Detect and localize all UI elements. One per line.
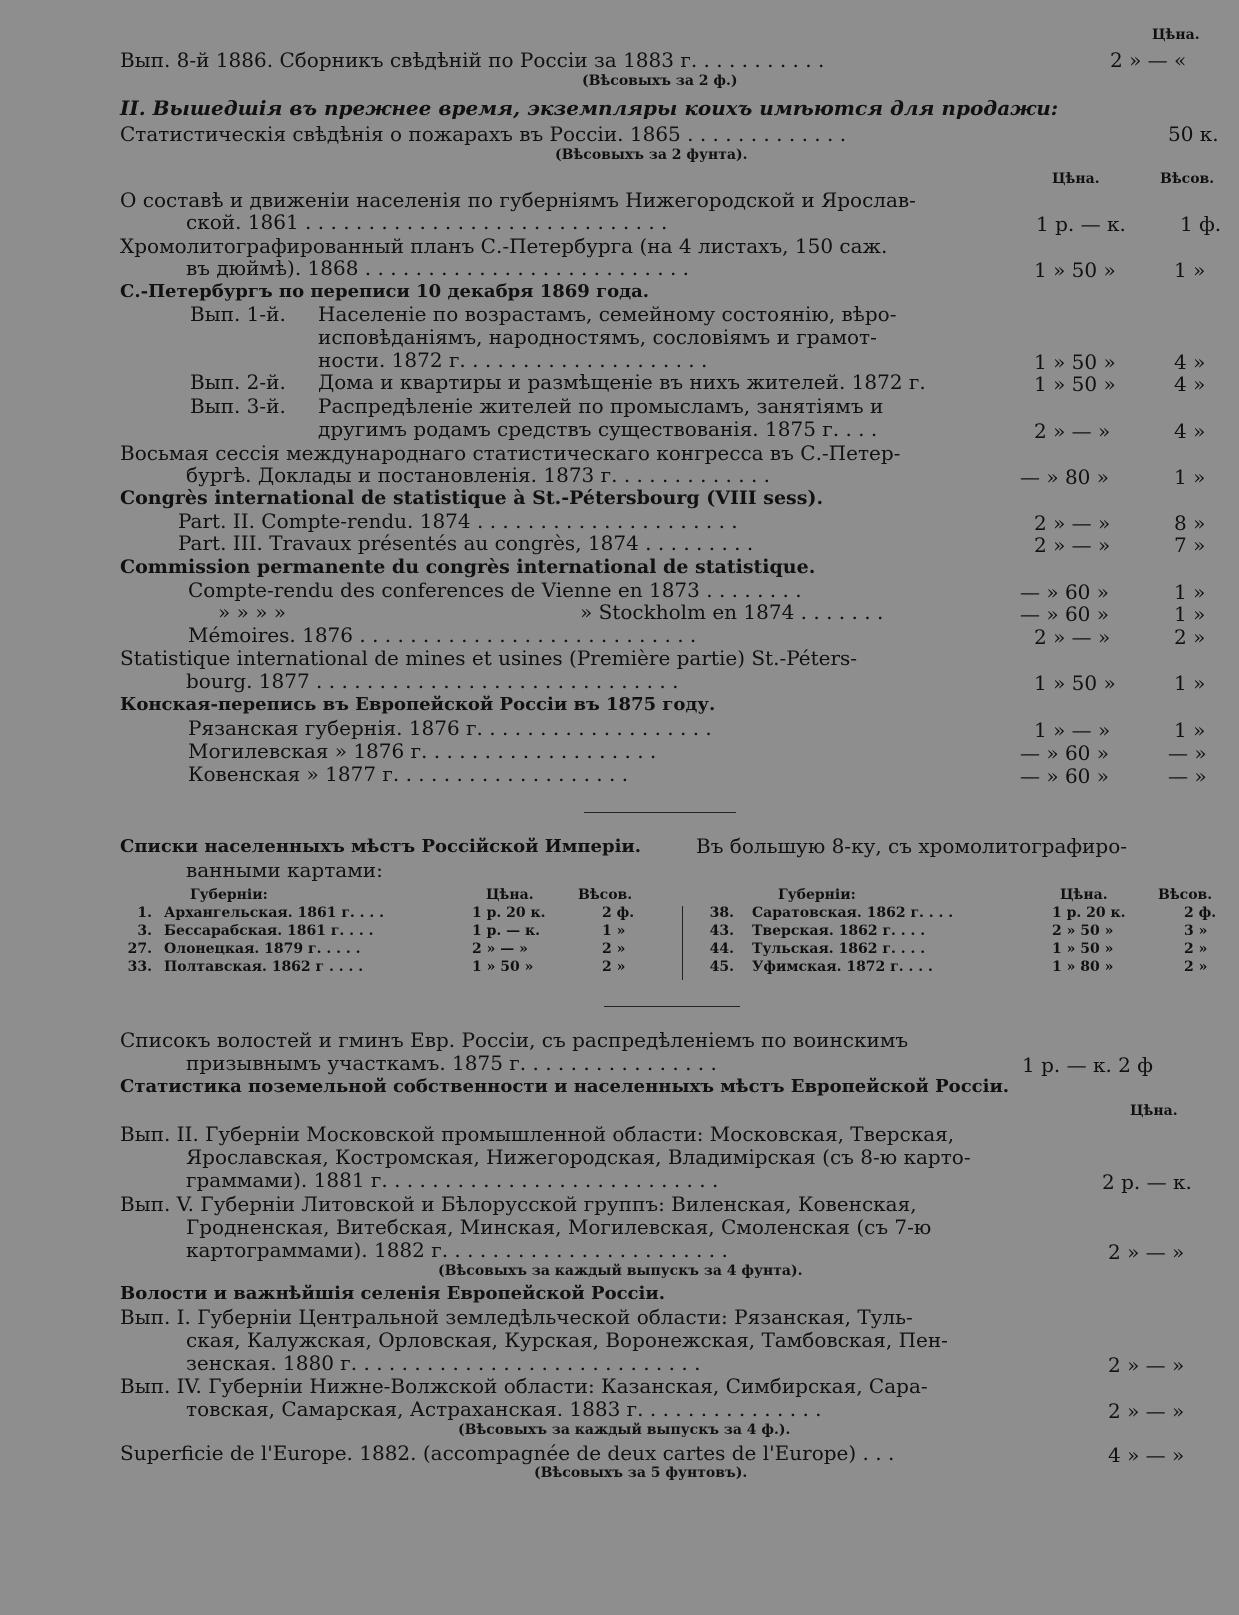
table-row-price: 1 р. 20 к. bbox=[472, 905, 546, 921]
table-row-weight: 2 » bbox=[602, 941, 626, 957]
table-row-num: 44. bbox=[709, 941, 734, 957]
vIV-line-2: товская, Самарская, Астраханская. 1883 г. . . . . . . . . . . . . . . bbox=[186, 1397, 822, 1421]
table-left-header-weight: Вѣсов. bbox=[578, 887, 633, 903]
stat-price-header: Цѣна. bbox=[1130, 1103, 1178, 1119]
sostav-weight: 1 ф. bbox=[1180, 212, 1222, 236]
sostav-price: 1 р. — к. bbox=[1036, 212, 1126, 236]
spiski-line-2: ванными картами: bbox=[186, 858, 383, 882]
memoires-weight: 2 » bbox=[1174, 625, 1206, 649]
table-left-header-gub: Губерніи: bbox=[190, 887, 268, 903]
volosti-list-price: 1 р. — к. 2 ф bbox=[1022, 1053, 1153, 1077]
ryazan-weight: 1 » bbox=[1174, 718, 1206, 742]
table-row-name: Уфимская. 1872 г. . . . bbox=[752, 959, 933, 975]
sessia-price: — » 80 » bbox=[1020, 465, 1109, 489]
vI-line-3: зенская. 1880 г. . . . . . . . . . . . . . . . . . . . . . . . . . . . bbox=[186, 1351, 701, 1375]
commission-title: Commission permanente du congrès international de statistique. bbox=[120, 556, 816, 578]
column-weight: Вѣсов. bbox=[1160, 171, 1215, 187]
table-row-name: Бессарабская. 1861 г. . . . bbox=[164, 923, 374, 939]
table-row-num: 3. bbox=[137, 923, 152, 939]
table-row-price: 1 р. 20 к. bbox=[1052, 905, 1126, 921]
memoires-price: 2 » — » bbox=[1034, 625, 1111, 649]
stat-title: Статистика поземельной собственности и населенныхъ мѣстъ Европейской Россіи. bbox=[120, 1076, 1010, 1097]
plan-line-2: въ дюймѣ). 1868 . . . . . . . . . . . . . . . . . . . . . . . . . . bbox=[186, 256, 690, 280]
v3-line-1: Распредѣленіе жителей по промысламъ, занятіямъ и bbox=[318, 394, 884, 418]
part3-price: 2 » — » bbox=[1034, 533, 1111, 557]
spb-title: С.-Петербургъ по переписи 10 декабря 1869 года. bbox=[120, 281, 650, 302]
plan-line-1: Хромолитографированный планъ С.-Петербурга (на 4 листахъ, 150 саж. bbox=[120, 234, 888, 258]
sessia-line-2: бургѣ. Доклады и постановленія. 1873 г. . . . . . . . . . . . . bbox=[186, 463, 771, 487]
table-right-header-price: Цѣна. bbox=[1060, 887, 1108, 903]
table-right-header-weight: Вѣсов. bbox=[1158, 887, 1213, 903]
v2-weight: 4 » bbox=[1174, 372, 1206, 396]
mines-line-1: Statistique international de mines et usines (Première partie) St.-Péters- bbox=[120, 646, 858, 670]
part3-weight: 7 » bbox=[1174, 533, 1206, 557]
table-row-price: 1 » 50 » bbox=[1052, 941, 1114, 957]
sostav-line-1: О составѣ и движеніи населенія по губерніямъ Нижегородской и Ярослав- bbox=[120, 188, 916, 212]
mogilev-price: — » 60 » bbox=[1020, 741, 1109, 765]
vII-line-2: Ярославская, Костромская, Нижегородская, Владимірская (съ 8-ю карто- bbox=[186, 1145, 971, 1169]
mines-weight: 1 » bbox=[1174, 671, 1206, 695]
table-row-price: 2 » — » bbox=[472, 941, 528, 957]
v1-weight: 4 » bbox=[1174, 350, 1206, 374]
table-row-name: Олонецкая. 1879 г. . . . . bbox=[164, 941, 361, 957]
table-row-name: Саратовская. 1862 г. . . . bbox=[752, 905, 954, 921]
part2-weight: 8 » bbox=[1174, 511, 1206, 535]
vIV-price: 2 » — » bbox=[1108, 1399, 1185, 1423]
v1-line-3: ности. 1872 г. . . . . . . . . . . . . . . . . . . . bbox=[318, 348, 708, 372]
ryazan-entry: Рязанская губернія. 1876 г. . . . . . . . . . . . . . . . . . . bbox=[188, 716, 712, 740]
vII-price: 2 р. — к. bbox=[1102, 1170, 1192, 1194]
vIV-line-1: Вып. IV. Губерніи Нижне-Волжской области: Казанская, Симбирская, Сара- bbox=[120, 1374, 928, 1398]
table-row-name: Тульская. 1862 г. . . . bbox=[752, 941, 926, 957]
vienne-price: — » 60 » bbox=[1020, 580, 1109, 604]
superficie-price: 4 » — » bbox=[1108, 1443, 1185, 1467]
spiski-title: Списки населенныхъ мѣстъ Россійской Имперіи. bbox=[120, 836, 642, 857]
table-row-name: Полтавская. 1862 г . . . . bbox=[164, 959, 364, 975]
pozhary-weight: (Вѣсовыхъ за 2 фунта). bbox=[555, 147, 748, 163]
volosti-list-line-1: Списокъ волостей и гминъ Евр. Россіи, съ распредѣленіемъ по воинскимъ bbox=[120, 1028, 909, 1052]
mines-price: 1 » 50 » bbox=[1034, 671, 1116, 695]
section-2-title: II. Вышедшія въ прежнее время, экземпляры коихъ имѣются для продажи: bbox=[120, 96, 1059, 120]
koven-price: — » 60 » bbox=[1020, 764, 1109, 788]
column-price: Цѣна. bbox=[1052, 171, 1100, 187]
plan-weight: 1 » bbox=[1174, 258, 1206, 282]
column-header-price: Цѣна. bbox=[1152, 27, 1200, 43]
volosti-list-line-2: призывнымъ участкамъ. 1875 г. . . . . . . . . . . . . . . . bbox=[186, 1051, 717, 1075]
congres-title: Congrès international de statistique à St.-Pétersbourg (VIII sess). bbox=[120, 487, 824, 509]
vyp8-price: 2 » — « bbox=[1110, 48, 1187, 72]
table-row-weight: 3 » bbox=[1184, 923, 1208, 939]
part2-price: 2 » — » bbox=[1034, 511, 1111, 535]
section-divider bbox=[604, 1006, 740, 1007]
vII-line-3: граммами). 1881 г. . . . . . . . . . . . . . . . . . . . . . . . . . . bbox=[186, 1168, 719, 1192]
table-row-weight: 2 » bbox=[1184, 941, 1208, 957]
table-row-name: Тверская. 1862 г. . . . bbox=[752, 923, 926, 939]
table-row-num: 33. bbox=[127, 959, 152, 975]
mogilev-weight: — » bbox=[1168, 741, 1207, 765]
koven-weight: — » bbox=[1168, 764, 1207, 788]
v1-line-2: исповѣданіямъ, народностямъ, сословіямъ и грамот- bbox=[318, 325, 877, 349]
table-row-weight: 2 ф. bbox=[1184, 905, 1217, 921]
spiski-line-1: Въ большую 8-ку, съ хромолитографиро- bbox=[696, 834, 1127, 858]
vyp8-entry: Вып. 8-й 1886. Сборникъ свѣдѣній по Россіи за 1883 г. . . . . . . . . . . bbox=[120, 48, 825, 72]
plan-price: 1 » 50 » bbox=[1034, 258, 1116, 282]
part3-entry: Part. III. Travaux présentés au congrès, 1874 . . . . . . . . . bbox=[178, 531, 754, 555]
vyp8-weight: (Вѣсовыхъ за 2 ф.) bbox=[582, 73, 738, 89]
vV-line-2: Гродненская, Витебская, Минская, Могилевская, Смоленская (съ 7-ю bbox=[186, 1215, 932, 1239]
vI-line-2: ская, Калужская, Орловская, Курская, Воронежская, Тамбовская, Пен- bbox=[186, 1328, 948, 1352]
part2-entry: Part. II. Compte-rendu. 1874 . . . . . . . . . . . . . . . . . . . . . bbox=[178, 509, 738, 533]
table-left-header-price: Цѣна. bbox=[486, 887, 534, 903]
vI-price: 2 » — » bbox=[1108, 1353, 1185, 1377]
v2-line-1: Дома и квартиры и размѣщеніе въ нихъ жителей. 1872 г. bbox=[318, 370, 926, 394]
v1-label: Вып. 1-й. bbox=[190, 302, 286, 326]
table-row-num: 1. bbox=[137, 905, 152, 921]
section-divider bbox=[584, 812, 736, 813]
stockholm-price: — » 60 » bbox=[1020, 602, 1109, 626]
table-row-price: 1 » 50 » bbox=[472, 959, 534, 975]
table-row-num: 43. bbox=[709, 923, 734, 939]
v2-price: 1 » 50 » bbox=[1034, 372, 1116, 396]
table-divider bbox=[682, 906, 683, 980]
vienne-weight: 1 » bbox=[1174, 580, 1206, 604]
v3-price: 2 » — » bbox=[1034, 419, 1111, 443]
vII-line-1: Вып. II. Губерніи Московской промышленной области: Московская, Тверская, bbox=[120, 1122, 955, 1146]
v1-price: 1 » 50 » bbox=[1034, 350, 1116, 374]
mogilev-entry: Могилевская » 1876 г. . . . . . . . . . . . . . . . . . . bbox=[188, 739, 657, 763]
sostav-line-2: ской. 1861 . . . . . . . . . . . . . . . . . . . . . . . . . . . . . bbox=[186, 210, 668, 234]
volosti-title: Волости и важнѣйшія селенія Европейской Россіи. bbox=[120, 1283, 665, 1304]
mines-line-2: bourg. 1877 . . . . . . . . . . . . . . . . . . . . . . . . . . . . . bbox=[186, 669, 679, 693]
stockholm-entry: » Stockholm en 1874 . . . . . . . bbox=[580, 600, 884, 624]
table-row-weight: 2 » bbox=[602, 959, 626, 975]
superficie-entry: Superficie de l'Europe. 1882. (accompagnée de deux cartes de l'Europe) . . . bbox=[120, 1441, 895, 1465]
pozhary-price: 50 к. bbox=[1168, 122, 1219, 146]
table-row-name: Архангельская. 1861 г. . . . bbox=[164, 905, 385, 921]
table-right-header-gub: Губерніи: bbox=[778, 887, 856, 903]
sessia-line-1: Восьмая сессія международнаго статистическаго конгресса въ С.-Петер- bbox=[120, 441, 901, 465]
table-row-weight: 2 ф. bbox=[602, 905, 635, 921]
v3-weight: 4 » bbox=[1174, 419, 1206, 443]
table-row-num: 38. bbox=[709, 905, 734, 921]
konskaya-title: Конская-перепись въ Европейской Россіи въ 1875 году. bbox=[120, 694, 716, 715]
table-row-weight: 2 » bbox=[1184, 959, 1208, 975]
superficie-weight: (Вѣсовыхъ за 5 фунтовъ). bbox=[534, 1465, 748, 1481]
koven-entry: Ковенская » 1877 г. . . . . . . . . . . . . . . . . . . bbox=[188, 762, 629, 786]
v3-line-2: другимъ родамъ средствъ существованія. 1875 г. . . . bbox=[318, 417, 878, 441]
vV-line-3: картограммами). 1882 г. . . . . . . . . . . . . . . . . . . . . . . bbox=[186, 1238, 728, 1262]
vienne-entry: Compte-rendu des conferences de Vienne en 1873 . . . . . . . . bbox=[188, 578, 802, 602]
vV-weight: (Вѣсовыхъ за каждый выпускъ за 4 фунта). bbox=[438, 1263, 803, 1279]
v2-label: Вып. 2-й. bbox=[190, 370, 286, 394]
stockholm-ditto: » » » » bbox=[218, 600, 287, 624]
pozhary-entry: Статистическія свѣдѣнія о пожарахъ въ Россіи. 1865 . . . . . . . . . . . . . bbox=[120, 122, 847, 146]
ryazan-price: 1 » — » bbox=[1034, 718, 1111, 742]
table-row-num: 45. bbox=[709, 959, 734, 975]
vI-line-1: Вып. I. Губерніи Центральной земледѣльческой области: Рязанская, Туль- bbox=[120, 1305, 913, 1329]
table-row-num: 27. bbox=[127, 941, 152, 957]
vV-price: 2 » — » bbox=[1108, 1240, 1185, 1264]
v3-label: Вып. 3-й. bbox=[190, 394, 286, 418]
v1-line-1: Населеніе по возрастамъ, семейному состоянію, вѣро- bbox=[318, 302, 897, 326]
table-row-price: 2 » 50 » bbox=[1052, 923, 1114, 939]
table-row-weight: 1 » bbox=[602, 923, 626, 939]
memoires-entry: Mémoires. 1876 . . . . . . . . . . . . . . . . . . . . . . . . . . . bbox=[188, 623, 697, 647]
table-row-price: 1 » 80 » bbox=[1052, 959, 1114, 975]
vV-line-1: Вып. V. Губерніи Литовской и Бѣлорусской группъ: Виленская, Ковенская, bbox=[120, 1192, 917, 1216]
stockholm-weight: 1 » bbox=[1174, 602, 1206, 626]
vIV-weight: (Вѣсовыхъ за каждый выпускъ за 4 ф.). bbox=[458, 1422, 791, 1438]
sessia-weight: 1 » bbox=[1174, 465, 1206, 489]
table-row-price: 1 р. — к. bbox=[472, 923, 541, 939]
